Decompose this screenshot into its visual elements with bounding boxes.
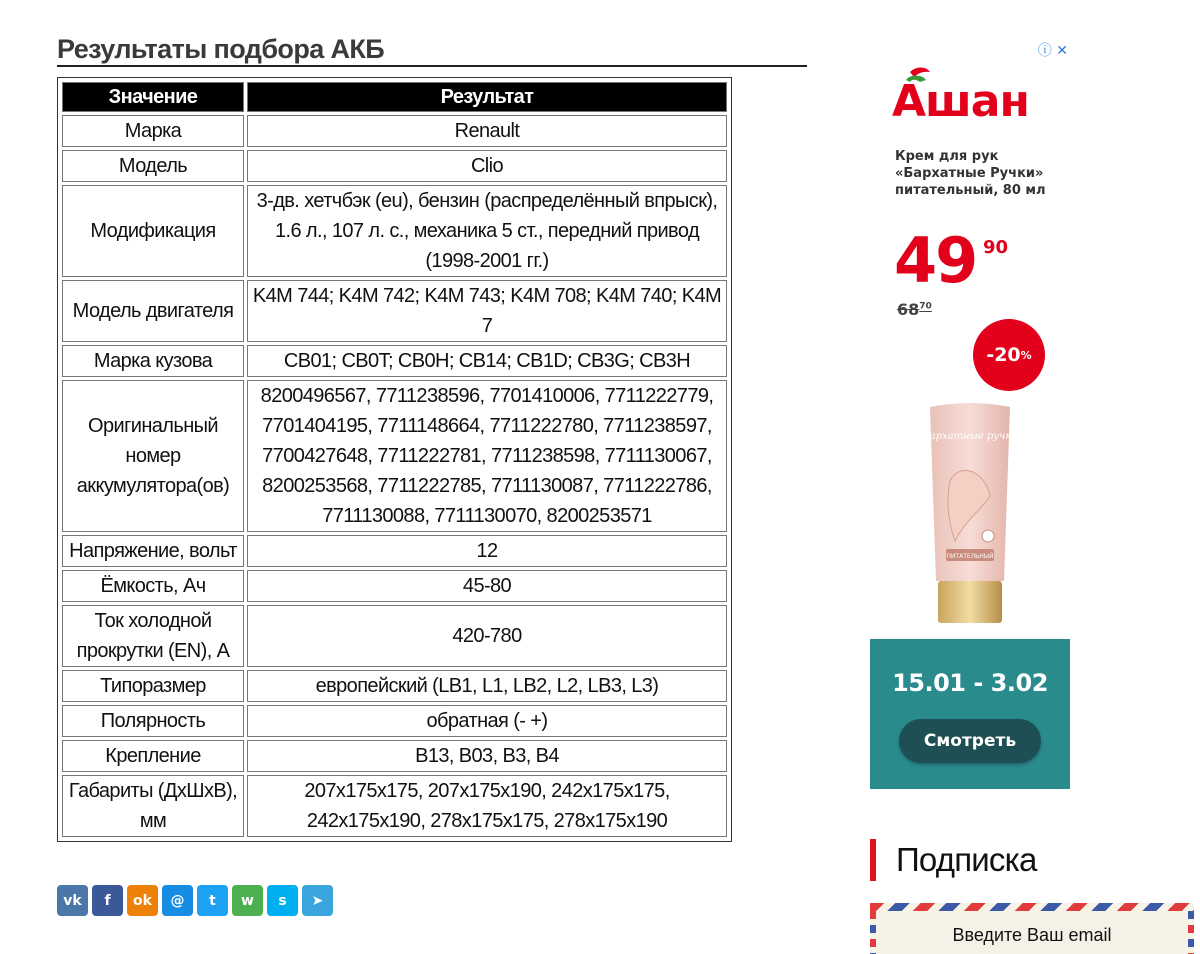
share-buttons (57, 885, 333, 916)
table-row (62, 570, 727, 602)
ad-old-price: $68^{70}$ (897, 300, 932, 319)
row-value: Renault (247, 115, 727, 147)
twitter-icon[interactable]: t (197, 885, 228, 916)
table-header-row (62, 82, 727, 112)
skype-icon[interactable]: s (267, 885, 298, 916)
whatsapp-icon[interactable]: w (232, 885, 263, 916)
table-row (62, 150, 727, 182)
ad-dates: 15.01 - 3.02 (892, 669, 1048, 697)
row-label: Напряжение, вольт (62, 535, 244, 567)
advertisement[interactable] (870, 36, 1070, 789)
row-label: Модель (62, 150, 244, 182)
row-label: Ток холодной прокрутки (EN), А (62, 605, 244, 667)
row-label: Модель двигателя (62, 280, 244, 342)
table-row (62, 775, 727, 837)
table-row (62, 185, 727, 277)
row-value: Clio (247, 150, 727, 182)
row-label: Типоразмер (62, 670, 244, 702)
subscribe-envelope (870, 903, 1194, 954)
email-input[interactable] (894, 916, 1170, 954)
header-result: Результат (247, 82, 727, 112)
ad-footer (870, 639, 1070, 789)
auchan-logo (892, 64, 1052, 124)
results-table (59, 79, 730, 840)
ad-price: 49 (894, 224, 977, 297)
facebook-icon[interactable]: f (92, 885, 123, 916)
table-row (62, 670, 727, 702)
vk-icon[interactable]: vk (57, 885, 88, 916)
envelope-right-stripe (1188, 911, 1194, 954)
results-table-container (57, 77, 732, 842)
subscribe-title: Подписка (870, 839, 1037, 881)
row-value: 207x175x175, 207x175x190, 242x175x175, 242x175x190, 278x175x175, 278x175x190 (247, 775, 727, 837)
ad-info-close-icon[interactable]: ⓘ ✕ (1037, 43, 1068, 59)
row-value: европейский (LB1, L1, LB2, L2, LB3, L3) (247, 670, 727, 702)
header-value: Значение (62, 82, 244, 112)
table-row (62, 605, 727, 667)
discount-badge: -20 % (973, 319, 1045, 391)
row-label: Полярность (62, 705, 244, 737)
hand-cream-tube-image (920, 401, 1020, 626)
table-row (62, 535, 727, 567)
ad-view-button[interactable]: Смотреть (899, 719, 1041, 763)
row-label: Крепление (62, 740, 244, 772)
envelope-stripe (870, 903, 1194, 911)
svg-text:Ашан: Ашан (892, 76, 1029, 124)
row-label: Оригинальный номер аккумулятора(ов) (62, 380, 244, 532)
row-label: Габариты (ДхШхВ), мм (62, 775, 244, 837)
row-value: 3-дв. хетчбэк (eu), бензин (распределённый впрыск), 1.6 л., 107 л. с., механика 5 ст., передний привод (1998-2001 гг.) (247, 185, 727, 277)
telegram-icon[interactable]: ➤ (302, 885, 333, 916)
table-row (62, 345, 727, 377)
row-label: Модификация (62, 185, 244, 277)
row-value: 8200496567, 7711238596, 7701410006, 7711222779, 7701404195, 7711148664, 7711222780, 7711238597, 7700427648, 7711222781, 7711238598, 7711130067, 8200253568, 7711222785, 7711130087, 7711222786, 7711130088, 7711130070, 8200253571 (247, 380, 727, 532)
row-value: 45-80 (247, 570, 727, 602)
svg-text:ПИТАТЕЛЬНЫЙ: ПИТАТЕЛЬНЫЙ (946, 553, 994, 560)
envelope-left-stripe (870, 911, 876, 954)
row-label: Марка (62, 115, 244, 147)
moimir-icon[interactable]: @ (162, 885, 193, 916)
table-row (62, 115, 727, 147)
row-value: 420-780 (247, 605, 727, 667)
row-value: CB01; CB0T; CB0H; CB14; CB1D; CB3G; CB3H (247, 345, 727, 377)
row-value: обратная (- +) (247, 705, 727, 737)
table-row (62, 380, 727, 532)
table-row (62, 705, 727, 737)
ad-product-description: Крем для рук «Бархатные Ручки» питательный, 80 мл (895, 149, 1046, 198)
table-row (62, 280, 727, 342)
ad-price-cents: 90 (983, 237, 1009, 258)
odnoklassniki-icon[interactable]: ok (127, 885, 158, 916)
row-value: 12 (247, 535, 727, 567)
row-label: Марка кузова (62, 345, 244, 377)
svg-text:Бархатные ручки: Бархатные ручки (922, 431, 1018, 442)
table-row (62, 740, 727, 772)
page-title: Результаты подбора АКБ (57, 34, 807, 67)
row-value: K4M 744; K4M 742; K4M 743; K4M 708; K4M 740; K4M 7 (247, 280, 727, 342)
row-label: Ёмкость, Ач (62, 570, 244, 602)
row-value: B13, B03, B3, B4 (247, 740, 727, 772)
